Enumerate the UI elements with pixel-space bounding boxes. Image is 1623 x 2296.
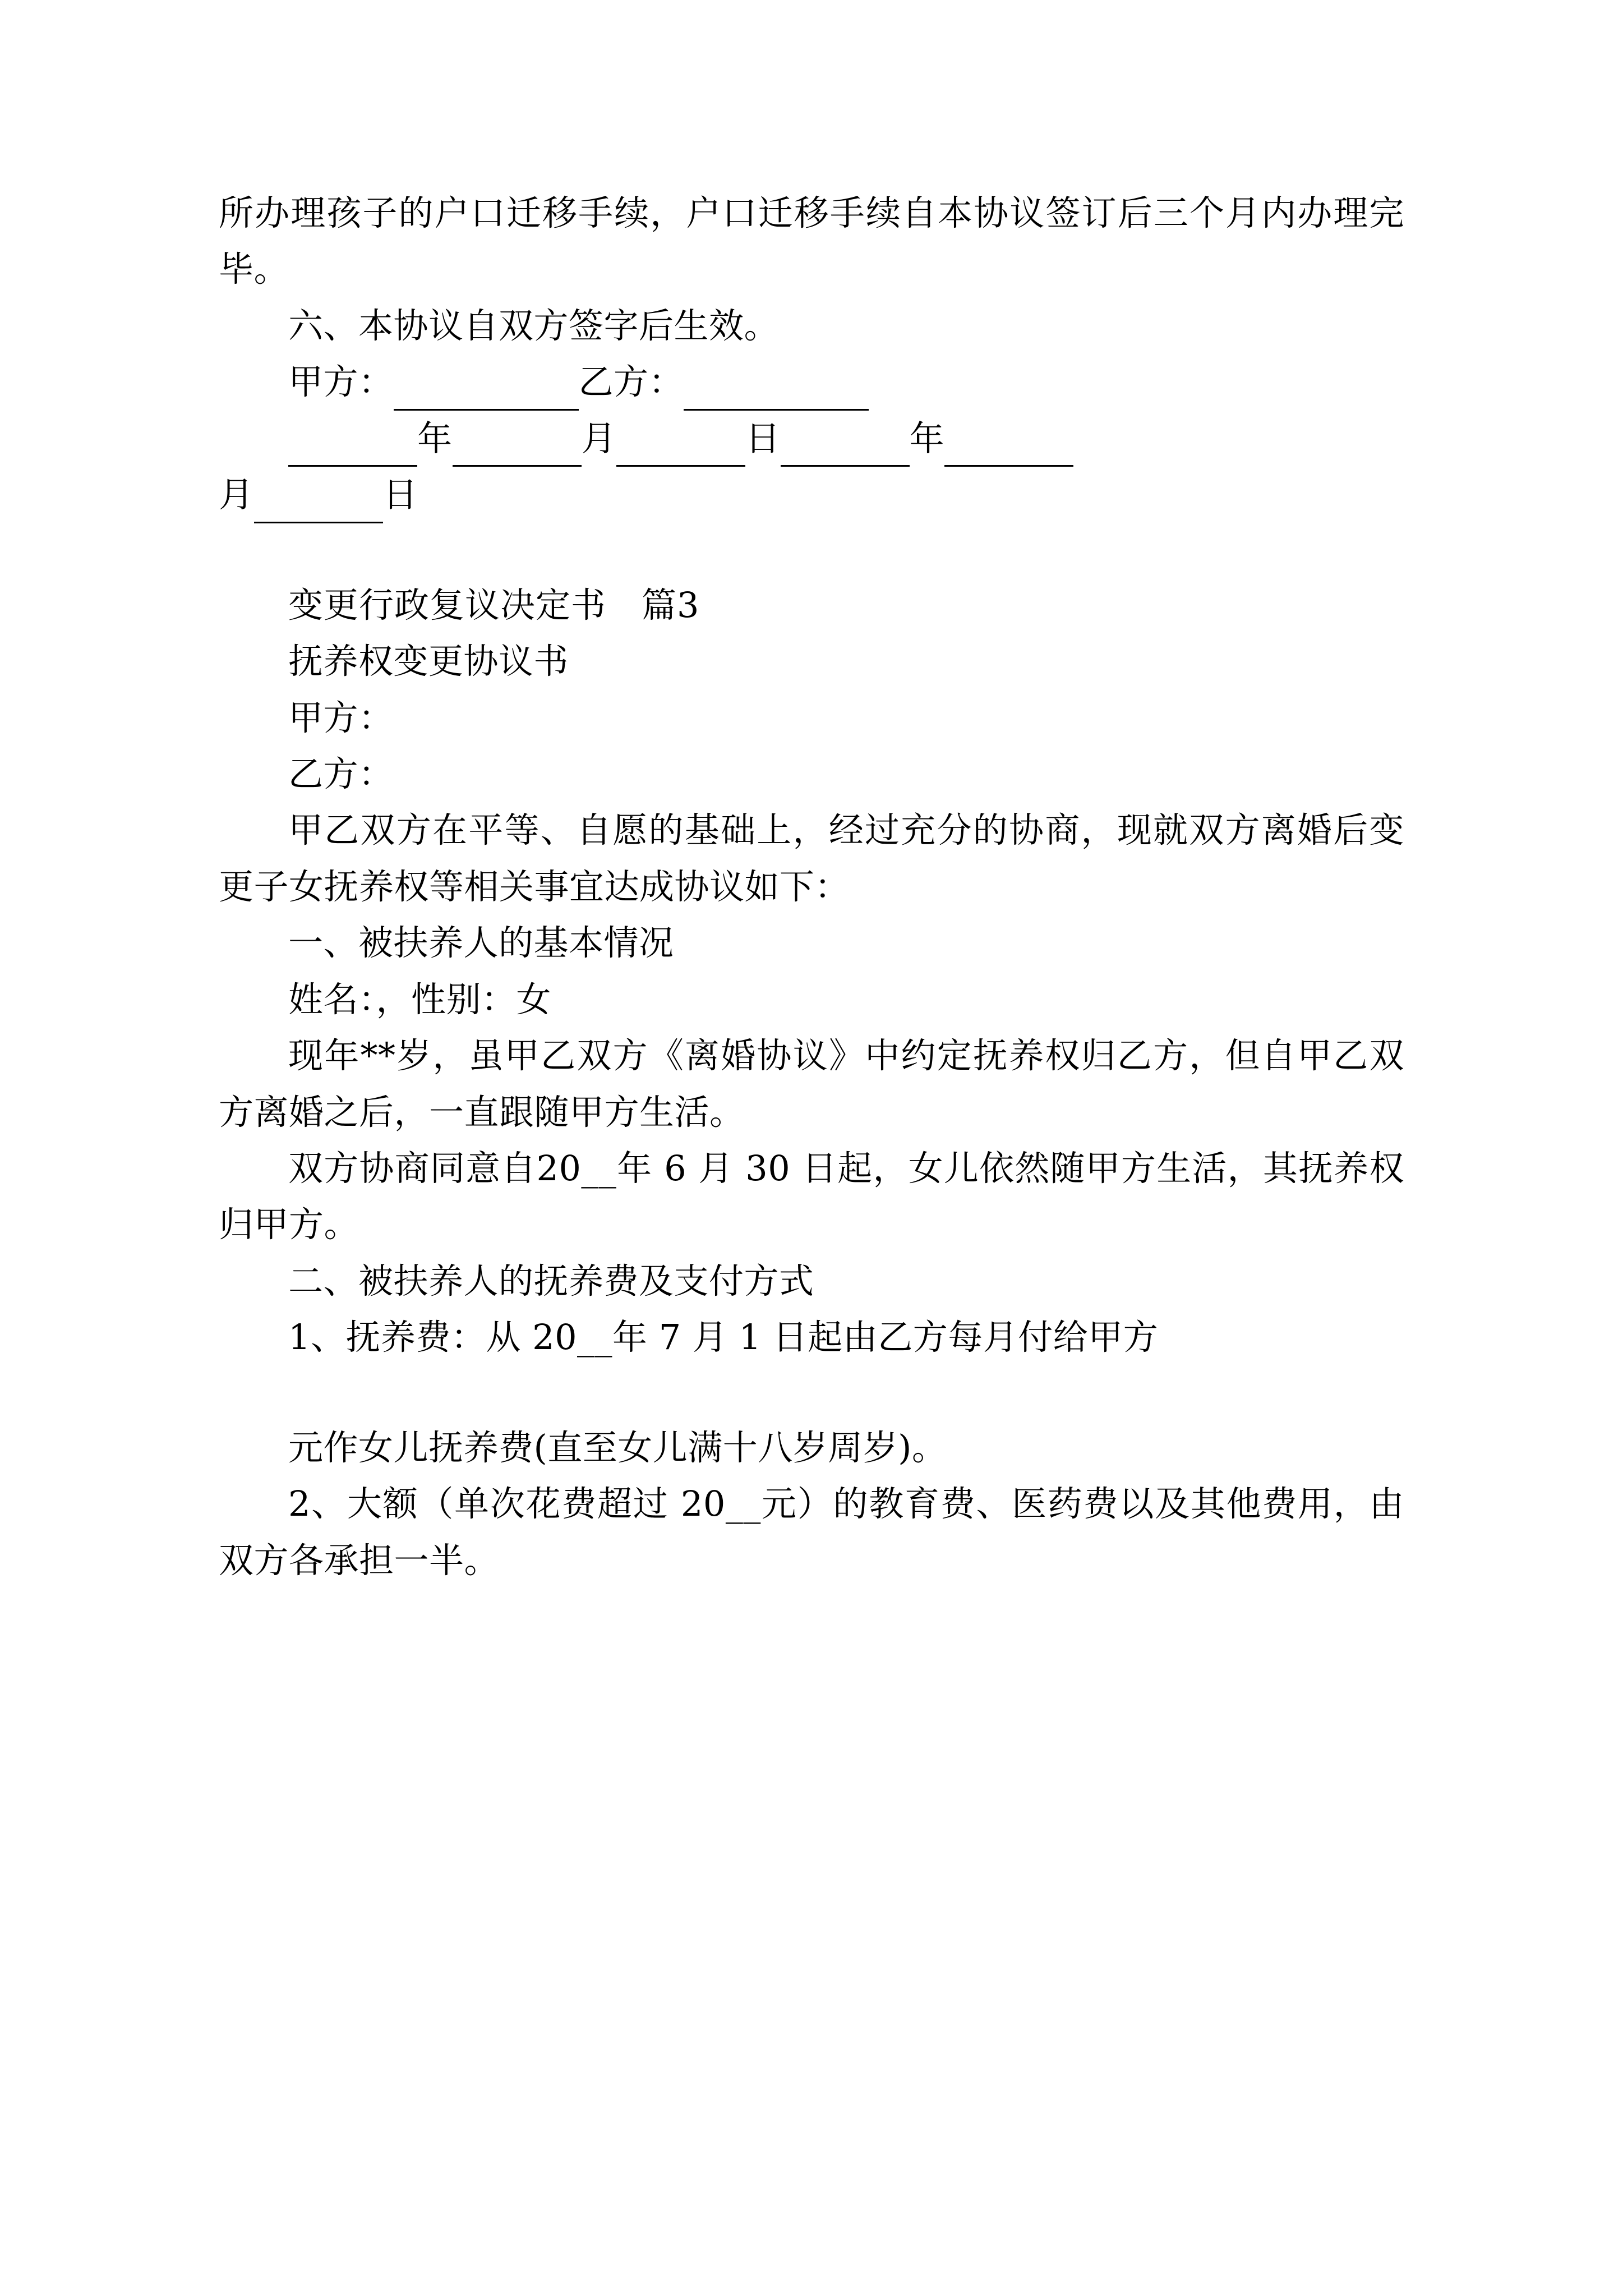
date-blank-4[interactable] [781,465,910,467]
paragraph-article-six: 六、本协议自双方签字后生效。 [288,305,780,346]
signature-date-line-1 [219,411,1404,467]
paragraph-item-1-continued: 元作女儿抚养费(直至女儿满十八岁周岁)。 [288,1427,947,1468]
party-b-field: 乙方： [288,753,394,794]
agreement-title: 抚养权变更协议书 [288,641,569,682]
document-body [219,185,1404,1589]
paragraph-age-info: 现年**岁，虽甲乙双方《离婚协议》中约定抚养权归乙方，但自甲乙双方离婚之后，一直跟随甲方生活。 [219,1035,1404,1133]
date-blank-6[interactable] [254,522,383,523]
date-blank-3[interactable] [616,465,745,467]
signature-line-parties [219,354,1404,410]
paragraph-article-two: 二、被扶养人的抚养费及支付方式 [288,1260,814,1301]
date-day-label-2: 日 [382,474,418,516]
paragraph-name-gender: 姓名：，性别：女 [288,978,552,1020]
date-day-label-1: 日 [745,417,781,459]
spacer-item-1 [219,1366,1404,1420]
date-year-label-2: 年 [909,417,945,459]
date-blank-5[interactable] [944,465,1073,467]
paragraph-preamble: 甲乙双方在平等、自愿的基础上，经过充分的协商，现就双方离婚后变更子女抚养权等相关事宜达成协议如下： [219,809,1404,907]
paragraph-article-one: 一、被扶养人的基本情况 [288,922,674,964]
paragraph-agreement-date: 双方协商同意自20__年 6 月 30 日起，女儿依然随甲方生活，其抚养权归甲方。 [219,1148,1404,1245]
paragraph-household-transfer: 所办理孩子的户口迁移手续，户口迁移手续自本协议签订后三个月内办理完毕。 [219,192,1404,290]
party-a-field: 甲方： [288,697,394,738]
spacer-before-section [219,523,1404,577]
date-month-label-1: 月 [581,417,617,459]
date-year-label-1: 年 [417,417,453,459]
date-month-label-2: 月 [219,474,254,516]
date-blank-2[interactable] [453,465,582,467]
party-b-label: 乙方： [578,361,684,403]
signature-date-line-2 [219,467,1404,523]
party-a-label: 甲方： [288,361,394,403]
paragraph-item-2: 2、大额（单次花费超过 20__元）的教育费、医药费以及其他费用，由双方各承担一半。 [219,1483,1404,1581]
paragraph-item-1: 1、抚养费：从 20__年 7 月 1 日起由乙方每月付给甲方 [288,1317,1159,1358]
section-title: 变更行政复议决定书 篇3 [288,584,700,625]
